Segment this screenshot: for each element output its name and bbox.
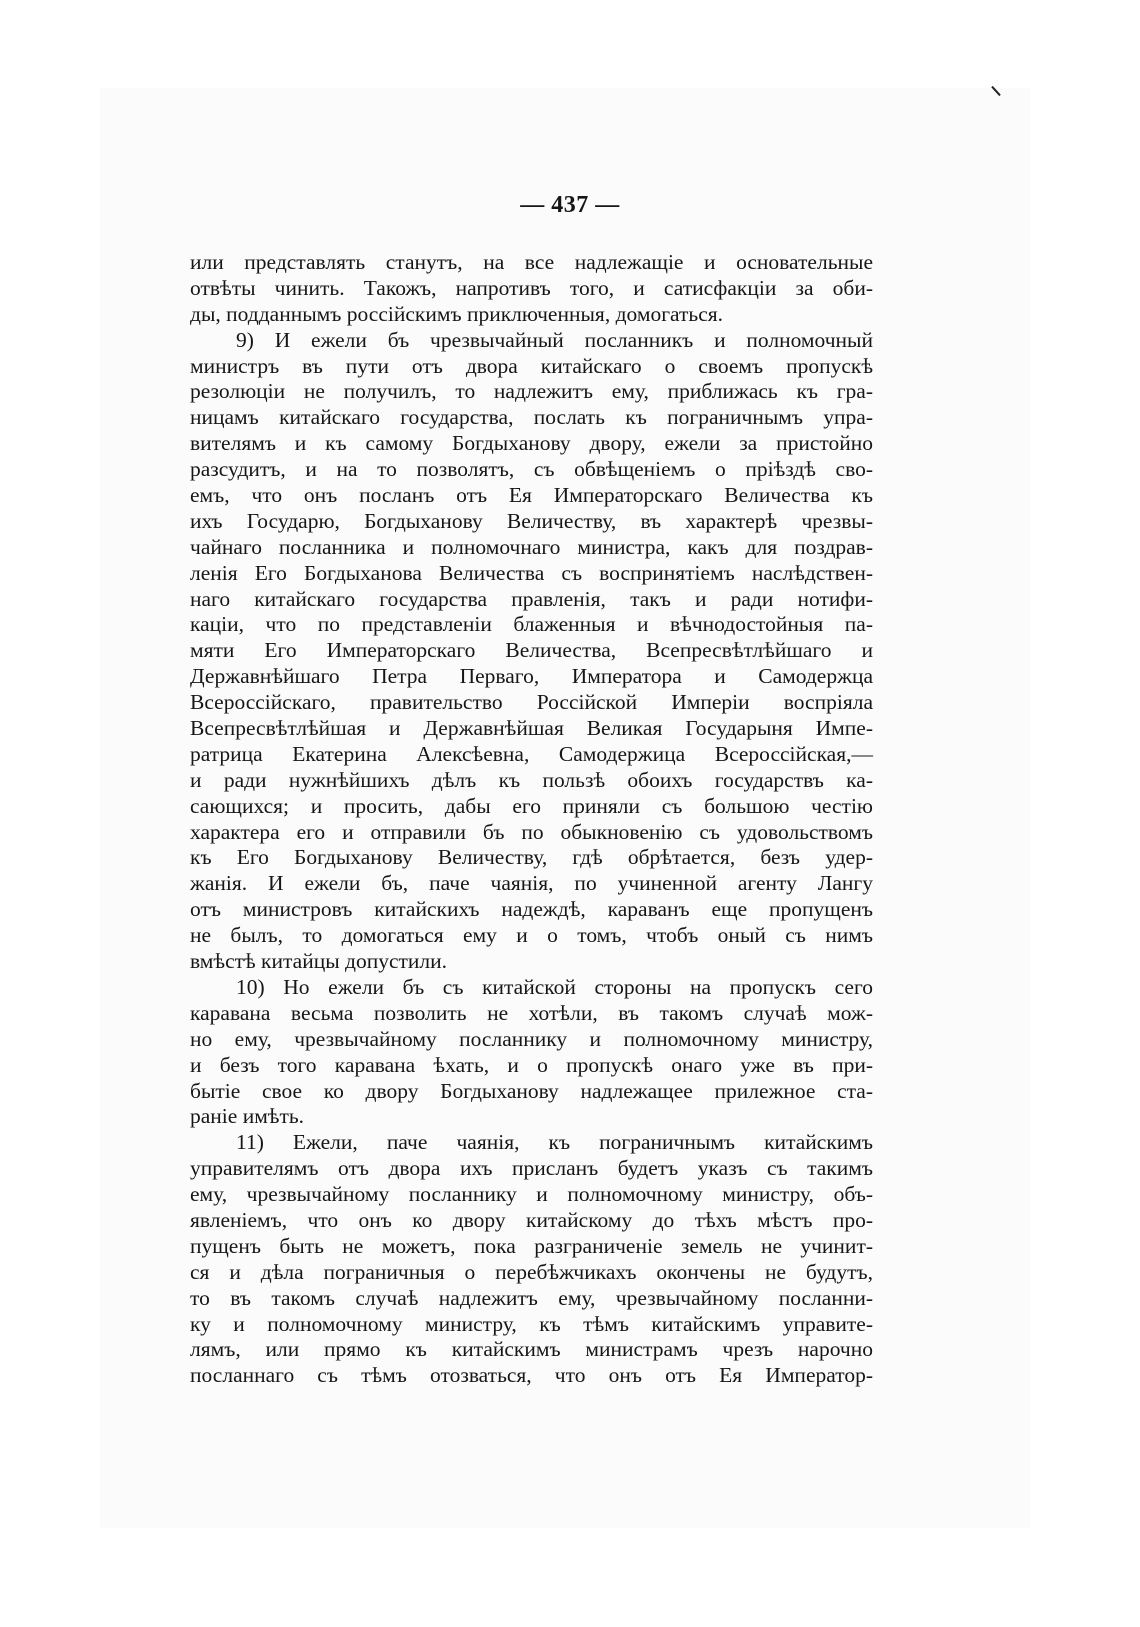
text-line: жанія. И ежели бъ, паче чаянія, по учиненной агенту Лангу bbox=[190, 871, 873, 896]
text-line: ратрица Екатерина Алексѣевна, Самодержица Всероссійская,— bbox=[190, 741, 873, 766]
text-line: бытіе свое ко двору Богдыханову надлежащее прилежное ста- bbox=[190, 1078, 873, 1103]
text-line: раніе имѣть. bbox=[190, 1104, 305, 1129]
text-line: ницамъ китайскаго государства, послать къ пограничнымъ упра- bbox=[190, 405, 873, 430]
text-line: то въ такомъ случаѣ надлежитъ ему, чрезвычайному посланни- bbox=[190, 1285, 873, 1310]
text-line: ку и полномочному министру, къ тѣмъ китайскимъ управите- bbox=[190, 1311, 873, 1336]
text-line: емъ, что онъ посланъ отъ Ея Императорскаго Величества къ bbox=[190, 483, 873, 508]
text-line: лямъ, или прямо къ китайскимъ министрамъ чрезъ нарочно bbox=[190, 1337, 873, 1362]
text-line: ды, подданнымъ россійскимъ приключенныя, домогаться. bbox=[190, 301, 724, 326]
text-line: вителямъ и къ самому Богдыханову двору, ежели за пристойно bbox=[190, 431, 873, 456]
text-line: или представлять станутъ, на все надлежащіе и основательные bbox=[190, 250, 873, 274]
text-line: ся и дѣла пограничныя о перебѣжчикахъ окончены не будутъ, bbox=[190, 1259, 873, 1284]
paragraph-start-10: 10) Но ежели бъ съ китайской стороны на пропускъ сего bbox=[236, 974, 873, 999]
paragraph-start-9: 9) И ежели бъ чрезвычайный посланникъ и полномочный bbox=[236, 327, 873, 352]
text-line: явленіемъ, что онъ ко двору китайскому до тѣхъ мѣстъ про- bbox=[190, 1207, 873, 1232]
text-line: Державнѣйшаго Петра Перваго, Императора и Самодержца bbox=[190, 664, 873, 689]
text-line: посланнаго съ тѣмъ отозваться, что онъ отъ Ея Император- bbox=[190, 1363, 873, 1388]
text-line: сающихся; и просить, дабы его приняли съ большою честію bbox=[190, 793, 873, 818]
text-line: къ Его Богдыханову Величеству, гдѣ обрѣтается, безъ удер- bbox=[190, 845, 873, 870]
text-line: наго китайскаго государства правленія, такъ и ради нотифи- bbox=[190, 586, 873, 611]
text-line: и безъ того каравана ѣхать, и о пропускѣ онаго уже въ при- bbox=[190, 1052, 873, 1077]
text-line: характера его и отправили бъ по обыкновенію съ удовольствомъ bbox=[190, 819, 873, 844]
paragraph-start-11: 11) Ежели, паче чаянія, къ пограничнымъ китайскимъ bbox=[236, 1130, 873, 1155]
text-line: но ему, чрезвычайному посланнику и полномочному министру, bbox=[190, 1026, 873, 1051]
page-number: — 437 — bbox=[520, 192, 620, 218]
text-line: Всепресвѣтлѣйшая и Державнѣйшая Великая Государыня Импе- bbox=[190, 716, 873, 741]
text-line: отвѣты чинить. Такожъ, напротивъ того, и сатисфакціи за оби- bbox=[190, 275, 873, 300]
text-line: пущенъ быть не можетъ, пока разграниченіе земель не учинит- bbox=[190, 1233, 873, 1258]
text-line: Всероссійскаго, правительство Россійской Имперіи воспріяла bbox=[190, 690, 873, 715]
text-line: и ради нужнѣйшихъ дѣлъ къ пользѣ обоихъ государствъ ка- bbox=[190, 767, 873, 792]
text-line: резолюціи не получилъ, то надлежитъ ему, приближась къ гра- bbox=[190, 379, 873, 404]
text-line: ихъ Государю, Богдыханову Величеству, въ характерѣ чрезвы- bbox=[190, 508, 873, 533]
text-line: чайнаго посланника и полномочнаго министра, какъ для поздрав- bbox=[190, 534, 873, 559]
text-line: управителямъ отъ двора ихъ присланъ будетъ указъ съ такимъ bbox=[190, 1156, 873, 1181]
text-line: разсудитъ, и на то позволятъ, съ обвѣщеніемъ о пріѣздѣ сво- bbox=[190, 457, 873, 482]
text-line: министръ въ пути отъ двора китайскаго о своемъ пропускѣ bbox=[190, 353, 873, 378]
text-line: каравана весьма позволить не хотѣли, въ такомъ случаѣ мож- bbox=[190, 1000, 873, 1025]
text-line: ему, чрезвычайному посланнику и полномочному министру, объ- bbox=[190, 1182, 873, 1207]
text-line: вмѣстѣ китайцы допустили. bbox=[190, 949, 448, 974]
text-line: отъ министровъ китайскихъ надеждѣ, караванъ еще пропущенъ bbox=[190, 897, 873, 922]
text-line: мяти Его Императорскаго Величества, Всепресвѣтлѣйшаго и bbox=[190, 638, 873, 663]
text-line: ленія Его Богдыханова Величества съ воспринятіемъ наслѣдствен- bbox=[190, 560, 873, 585]
text-line: каціи, что по представленіи блаженныя и вѣчнодостойныя па- bbox=[190, 612, 873, 637]
text-line: не былъ, то домогаться ему и о томъ, чтобъ оный съ нимъ bbox=[190, 923, 873, 948]
body-text bbox=[190, 250, 873, 1389]
